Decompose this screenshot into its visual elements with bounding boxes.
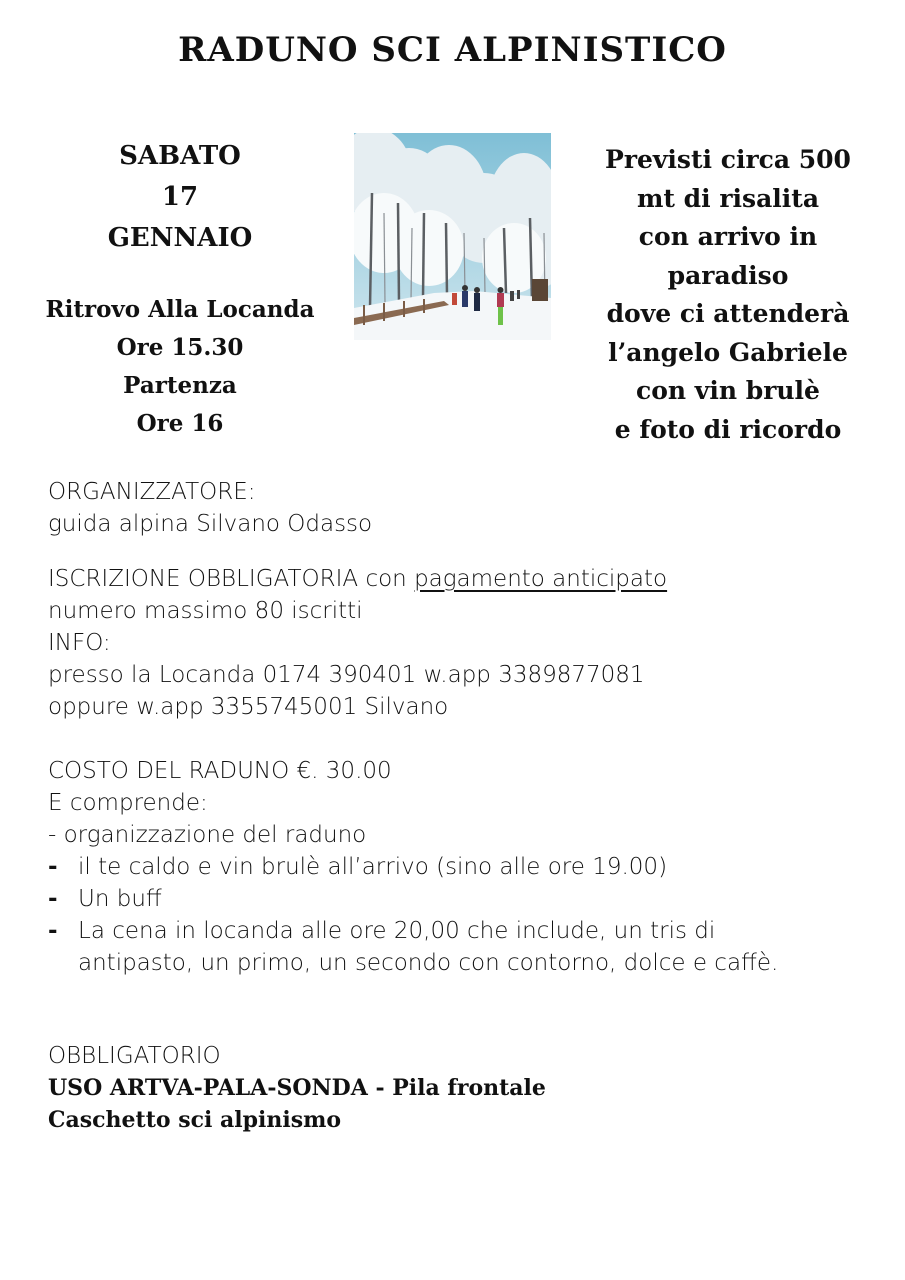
list-item [48,851,868,883]
list-item-text: il te caldo e vin brulè all’arrivo (sino alle ore 19.00) [78,854,668,880]
departure-label: Partenza [123,372,237,399]
registration-section [48,563,868,723]
advance-payment: pagamento anticipato [414,566,668,592]
bullet: - [48,918,58,944]
max-participants: numero massimo 80 iscritti [48,598,363,624]
event-month: GENNAIO [107,223,253,253]
list-item-text: La cena in locanda alle ore 20,00 che include, un tris di antipasto, un primo, un secondo con contorno, dolce e caffè. [78,918,779,976]
departure-time: Ore 16 [136,410,224,437]
cost-section [48,755,868,979]
description-line: e foto di ricordo [614,414,842,444]
mandatory-gear-line: USO ARTVA-PALA-SONDA - Pila frontale [48,1075,546,1101]
event-day: 17 [161,182,199,212]
description-line: paradiso [667,260,789,290]
contact-line: oppure w.app 3355745001 Silvano [48,694,449,720]
includes-label: E comprende: [48,790,208,816]
description-line: con arrivo in [638,222,818,251]
meeting-place: Ritrovo Alla Locanda [45,296,315,323]
organizer-name: guida alpina Silvano Odasso [48,511,373,537]
snowy-forest-photo [354,133,551,340]
bullet: - [48,886,58,912]
meeting-time: Ore 15.30 [116,334,244,361]
contact-line: presso la Locanda 0174 390401 w.app 3389877081 [48,662,645,688]
organizer-label: ORGANIZZATORE: [48,479,256,505]
mandatory-label: OBBLIGATORIO [48,1043,221,1069]
list-item [48,915,868,979]
list-item-text: Un buff [78,886,162,912]
mandatory-gear-line: Caschetto sci alpinismo [48,1107,342,1133]
registration-line [48,563,868,595]
cost-label: COSTO DEL RADUNO €. 30.00 [48,758,392,784]
bullet: - [48,854,58,880]
meeting-info [20,291,340,443]
info-label: INFO: [48,630,111,656]
tour-description [572,141,884,449]
event-weekday: SABATO [119,141,241,171]
registration-mandatory: ISCRIZIONE OBBLIGATORIA [48,566,359,592]
flyer-title: RADUNO SCI ALPINISTICO [178,30,727,70]
description-line: Previsti circa 500 [605,145,851,174]
description-line: con vin brulè [636,376,820,405]
mandatory-gear-section [48,1040,868,1136]
registration-with: con [365,566,407,592]
description-line: l’angelo Gabriele [608,337,848,367]
list-item [48,883,868,915]
description-line: dove ci attenderà [606,299,850,328]
description-line: mt di risalita [636,183,820,213]
organizer-section [48,476,868,540]
event-date-block [20,136,340,443]
first-included-item: - organizzazione del raduno [48,822,367,848]
